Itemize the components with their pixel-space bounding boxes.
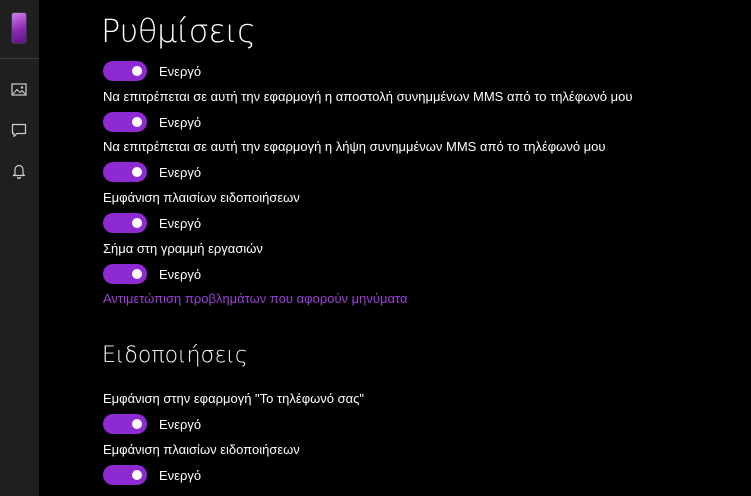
toggle-knob [132,218,142,228]
toggle-knob [132,419,142,429]
toggle-state: Ενεργό [159,114,202,130]
toggle-knob [132,167,142,177]
toggle-switch-mms-receive[interactable] [103,162,147,182]
toggle-state: Ενεργό [159,266,202,282]
toggle-switch-notification-banners[interactable] [103,465,147,485]
toggle-state: Ενεργό [159,164,202,180]
toggle-row-notification-banners [103,464,201,486]
toggle-switch[interactable] [103,61,147,81]
toggle-row-banners [103,212,201,234]
toggle-knob [132,117,142,127]
toggle-knob [132,66,142,76]
toggle-state: Ενεργό [159,467,202,483]
sidebar [0,0,39,496]
sidebar-divider [0,58,39,59]
setting-label-taskbar-badge: Σήμα στη γραμμή εργασιών [103,241,263,256]
phone-thumbnail[interactable] [12,13,26,43]
troubleshoot-link[interactable]: Αντιμετώπιση προβλημάτων που αφορούν μηνύματα [103,291,408,306]
toggle-state: Ενεργό [159,416,202,432]
toggle-knob [132,269,142,279]
setting-label-banners: Εμφάνιση πλαισίων ειδοποιήσεων [103,190,300,205]
photos-icon[interactable] [8,79,30,101]
notifications-icon[interactable] [8,160,30,182]
settings-content [103,0,751,496]
notification-label-show-in-app: Εμφάνιση στην εφαρμογή "Το τηλέφωνό σας" [103,391,365,406]
settings-title: Ρυθμίσεις [101,12,256,50]
toggle-switch-taskbar-badge[interactable] [103,264,147,284]
notification-label-banners: Εμφάνιση πλαισίων ειδοποιήσεων [103,442,300,457]
toggle-row-show-in-app [103,413,201,435]
setting-label-mms-receive: Να επιτρέπεται σε αυτή την εφαρμογή η λήψη συνημμένων MMS από το τηλέφωνό μου [103,139,606,154]
toggle-state: Ενεργό [159,63,202,79]
toggle-row-taskbar-badge [103,263,201,285]
notifications-title: Ειδοποιήσεις [102,343,248,368]
toggle-switch-banners[interactable] [103,213,147,233]
setting-label-mms-send: Να επιτρέπεται σε αυτή την εφαρμογή η αποστολή συνημμένων MMS από το τηλέφωνό μου [103,89,633,104]
toggle-switch-show-in-app[interactable] [103,414,147,434]
toggle-row-top [103,60,201,82]
toggle-switch-mms-send[interactable] [103,112,147,132]
toggle-row-mms-send [103,111,201,133]
toggle-row-mms-receive [103,161,201,183]
toggle-knob [132,470,142,480]
toggle-state: Ενεργό [159,215,202,231]
messages-icon[interactable] [8,119,30,141]
